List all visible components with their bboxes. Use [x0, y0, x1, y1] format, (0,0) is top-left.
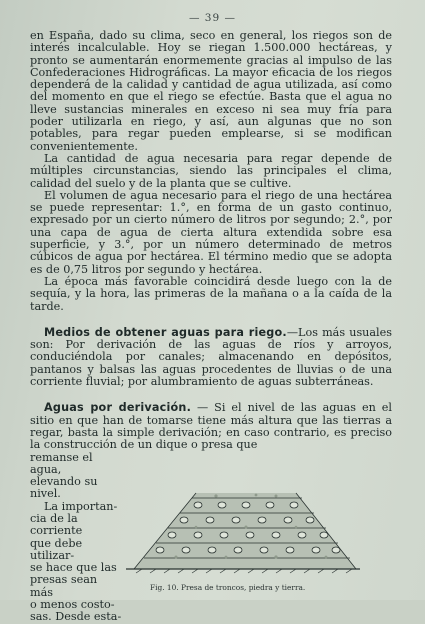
- paragraph-water-volume: El volumen de agua necesario para el riego de una hectárea se puede representar: 1.°, en forma de un gasto continuo, expresado por un cierto número de litros por segundo; 2.°, por una capa de agua de cierta altura extendida sobre esa superficie, y 3.°, por un número determinado de metros cúbicos de agua por hectárea. El término medio que se adopta es de 0,75 litros por segundo y hectárea.: [30, 188, 392, 276]
- wrap-line: elevando su nivel.: [30, 475, 98, 501]
- heading-derivation: Aguas por derivación.: [44, 401, 192, 415]
- paragraph-derivation-text: — Si el nivel de las aguas en el sitio en que han de tomarse tiene más altura que las tierras a regar, basta la simple derivación; en caso contrario, es preciso la construcción de un dique o presa que: [30, 401, 392, 452]
- wrap-line: o menos costo-: [30, 598, 115, 612]
- paragraph-methods: [30, 327, 392, 388]
- wrap-line: sas. Desde esta-: [30, 610, 122, 624]
- wrap-line: cia de la corriente: [30, 511, 83, 538]
- wrap-line: presas sean más: [30, 573, 98, 599]
- paragraph-methods-text: —Los más usuales son: Por derivación de las aguas de ríos y arroyos, conduciéndola por canales; almacenando en depósitos, pantanos y balsas las aguas procedentes de lluvias o de una corriente fluvial; por alumbramiento de aguas subterráneas.: [30, 325, 392, 389]
- paragraph-climate: en España, dado su clima, seco en general, los riegos son de interés incalculable. Hoy se riegan 1.500.000 hectáreas, y pronto se aumentarán enormemente gracias al impulso de las Confederaciones Hidrográficas. La mayor eficacia de los riegos dependerá de la calidad y cantidad de agua utilizada, así como del momento en que el riego se efectúe. Basta que el agua no lleve sustancias minerales en exceso ni sea muy fría para poder utilizarla en riego, y así, aun algunas que no son potables, para regar pueden emplearse, si se modifican convenientemente.: [30, 29, 392, 153]
- paragraph-water-quantity: La cantidad de agua necesaria para regar depende de múltiples circunstancias, siendo las principales el clima, calidad del suelo y de la planta que se cultive.: [30, 151, 392, 190]
- paragraph-derivation: [30, 402, 392, 451]
- wrap-line: La importan-: [44, 499, 118, 513]
- wrap-line: remanse el agua,: [30, 450, 93, 476]
- heading-methods: Medios de obtener aguas para riego.: [44, 325, 287, 339]
- dam-illustration: [126, 483, 360, 578]
- figure-caption: Fig. 10. Presa de troncos, piedra y tierra.: [150, 583, 306, 592]
- wrap-line: se hace que las: [30, 561, 117, 575]
- page-number: — 39 —: [188, 12, 237, 24]
- wrap-line: que debe utilizar-: [30, 536, 83, 562]
- paragraph-best-season: La época más favorable coincidirá desde luego con la de sequía, y la hora, las primeras de la mañana o a la caída de la tarde.: [30, 274, 392, 313]
